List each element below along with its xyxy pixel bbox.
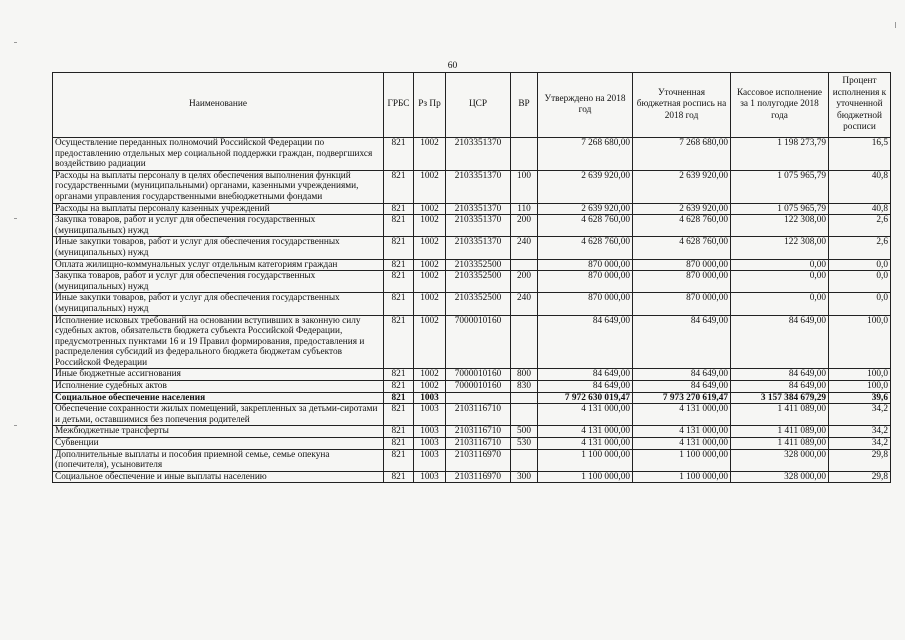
header-rzpr: Рз Пр (414, 73, 446, 138)
header-refined: Уточненная бюджетная роспись на 2018 год (633, 73, 731, 138)
cell-rzpr: 1002 (414, 259, 446, 271)
cell-cash: 84 649,00 (731, 315, 829, 369)
cell-vr: 300 (511, 471, 538, 483)
cell-approved: 870 000,00 (538, 271, 633, 293)
cell-rzpr: 1002 (414, 381, 446, 393)
cell-csr: 2103351370 (446, 203, 511, 215)
cell-name: Расходы на выплаты персоналу казенных учреждений (53, 203, 384, 215)
cell-vr: 200 (511, 215, 538, 237)
cell-grbs: 821 (384, 203, 414, 215)
scan-speck (14, 218, 17, 219)
cell-cash: 122 308,00 (731, 237, 829, 259)
cell-vr: 110 (511, 203, 538, 215)
page-number: 60 (447, 61, 458, 71)
cell-name: Осуществление переданных полномочий Российской Федерации по предоставлению отдельных мер социальной поддержки граждан, подвергшихся воздействию радиации (53, 138, 384, 171)
cell-grbs: 821 (384, 404, 414, 426)
cell-rzpr: 1003 (414, 404, 446, 426)
header-approved: Утверждено на 2018 год (538, 73, 633, 138)
budget-execution-table (52, 72, 891, 483)
table-body (53, 138, 891, 483)
cell-cash: 0,00 (731, 271, 829, 293)
cell-approved: 7 972 630 019,47 (538, 392, 633, 404)
cell-grbs: 821 (384, 271, 414, 293)
cell-vr: 100 (511, 170, 538, 203)
cell-rzpr: 1002 (414, 203, 446, 215)
cell-refined: 84 649,00 (633, 315, 731, 369)
cell-grbs: 821 (384, 315, 414, 369)
cell-cash: 1 411 089,00 (731, 426, 829, 438)
cell-csr: 2103116710 (446, 438, 511, 450)
cell-grbs: 821 (384, 392, 414, 404)
cell-rzpr: 1002 (414, 271, 446, 293)
cell-csr: 2103116970 (446, 449, 511, 471)
cell-approved: 84 649,00 (538, 369, 633, 381)
cell-percent: 40,8 (829, 170, 891, 203)
cell-percent: 0,0 (829, 259, 891, 271)
cell-name: Закупка товаров, работ и услуг для обеспечения государственных (муниципальных) нужд (53, 271, 384, 293)
cell-approved: 4 628 760,00 (538, 237, 633, 259)
cell-vr: 530 (511, 438, 538, 450)
table-header-row (53, 73, 891, 138)
table-row (53, 381, 891, 393)
cell-name: Исполнение судебных актов (53, 381, 384, 393)
cell-grbs: 821 (384, 138, 414, 171)
cell-vr (511, 138, 538, 171)
cell-percent: 100,0 (829, 369, 891, 381)
scan-speck (14, 42, 17, 43)
cell-vr: 830 (511, 381, 538, 393)
cell-grbs: 821 (384, 426, 414, 438)
table-row (53, 369, 891, 381)
cell-percent: 2,6 (829, 237, 891, 259)
cell-percent: 100,0 (829, 381, 891, 393)
cell-csr: 2103116970 (446, 471, 511, 483)
cell-cash: 1 411 089,00 (731, 404, 829, 426)
cell-grbs: 821 (384, 438, 414, 450)
cell-percent: 16,5 (829, 138, 891, 171)
header-cash: Кассовое исполнение за 1 полугодие 2018 года (731, 73, 829, 138)
header-name: Наименование (53, 73, 384, 138)
cell-approved: 4 628 760,00 (538, 215, 633, 237)
cell-approved: 84 649,00 (538, 381, 633, 393)
cell-approved: 4 131 000,00 (538, 426, 633, 438)
cell-csr: 2103352500 (446, 293, 511, 315)
cell-csr: 2103351370 (446, 170, 511, 203)
cell-name: Оплата жилищно-коммунальных услуг отдельным категориям граждан (53, 259, 384, 271)
cell-refined: 2 639 920,00 (633, 170, 731, 203)
table-row (53, 404, 891, 426)
cell-approved: 2 639 920,00 (538, 203, 633, 215)
cell-refined: 4 131 000,00 (633, 438, 731, 450)
cell-name: Социальное обеспечение и иные выплаты населению (53, 471, 384, 483)
cell-name: Исполнение исковых требований на основании вступивших в законную силу судебных актов, обязательств бюджета субъекта Российской Федерации, предусмотренных пунктами 16 и 19 Правил формирования, предоставления и распределения субсидий из федерального бюджета бюджетам субъектов Российской Федерации (53, 315, 384, 369)
cell-vr: 200 (511, 271, 538, 293)
cell-rzpr: 1003 (414, 392, 446, 404)
cell-grbs: 821 (384, 237, 414, 259)
cell-rzpr: 1002 (414, 237, 446, 259)
table-row (53, 315, 891, 369)
table-row (53, 271, 891, 293)
cell-approved: 870 000,00 (538, 293, 633, 315)
cell-name: Дополнительные выплаты и пособия приемной семье, семье опекуна (попечителя), усыновителя (53, 449, 384, 471)
cell-rzpr: 1002 (414, 293, 446, 315)
cell-cash: 0,00 (731, 259, 829, 271)
cell-vr: 500 (511, 426, 538, 438)
cell-cash: 1 075 965,79 (731, 203, 829, 215)
table-row (53, 203, 891, 215)
cell-approved: 1 100 000,00 (538, 471, 633, 483)
cell-name: Межбюджетные трансферты (53, 426, 384, 438)
cell-name: Субвенции (53, 438, 384, 450)
cell-grbs: 821 (384, 369, 414, 381)
cell-vr: 240 (511, 293, 538, 315)
cell-vr: 240 (511, 237, 538, 259)
cell-csr: 2103352500 (446, 271, 511, 293)
cell-refined: 1 100 000,00 (633, 449, 731, 471)
cell-cash: 122 308,00 (731, 215, 829, 237)
cell-percent: 34,2 (829, 404, 891, 426)
cell-refined: 84 649,00 (633, 369, 731, 381)
cell-grbs: 821 (384, 449, 414, 471)
header-vr: ВР (511, 73, 538, 138)
cell-percent: 29,8 (829, 449, 891, 471)
cell-rzpr: 1002 (414, 215, 446, 237)
cell-name: Иные закупки товаров, работ и услуг для обеспечения государственных (муниципальных) нужд (53, 293, 384, 315)
cell-csr (446, 392, 511, 404)
cell-vr: 800 (511, 369, 538, 381)
cell-rzpr: 1003 (414, 426, 446, 438)
cell-grbs: 821 (384, 471, 414, 483)
cell-cash: 1 198 273,79 (731, 138, 829, 171)
cell-percent: 34,2 (829, 426, 891, 438)
cell-grbs: 821 (384, 293, 414, 315)
cell-name: Закупка товаров, работ и услуг для обеспечения государственных (муниципальных) нужд (53, 215, 384, 237)
table-row (53, 392, 891, 404)
cell-cash: 1 075 965,79 (731, 170, 829, 203)
cell-cash: 0,00 (731, 293, 829, 315)
table-row (53, 138, 891, 171)
cell-refined: 84 649,00 (633, 381, 731, 393)
table-row (53, 449, 891, 471)
cell-approved: 4 131 000,00 (538, 404, 633, 426)
cell-cash: 3 157 384 679,29 (731, 392, 829, 404)
cell-vr (511, 259, 538, 271)
scan-speck (895, 22, 896, 28)
cell-refined: 870 000,00 (633, 293, 731, 315)
scan-speck (14, 425, 17, 426)
header-csr: ЦСР (446, 73, 511, 138)
table-row (53, 215, 891, 237)
cell-grbs: 821 (384, 215, 414, 237)
cell-grbs: 821 (384, 381, 414, 393)
cell-refined: 4 131 000,00 (633, 426, 731, 438)
cell-refined: 1 100 000,00 (633, 471, 731, 483)
cell-cash: 1 411 089,00 (731, 438, 829, 450)
cell-csr: 7000010160 (446, 381, 511, 393)
cell-rzpr: 1002 (414, 138, 446, 171)
cell-percent: 39,6 (829, 392, 891, 404)
cell-vr (511, 404, 538, 426)
cell-cash: 84 649,00 (731, 381, 829, 393)
cell-percent: 0,0 (829, 293, 891, 315)
cell-csr: 2103351370 (446, 215, 511, 237)
cell-csr: 2103116710 (446, 404, 511, 426)
table-row (53, 471, 891, 483)
cell-approved: 1 100 000,00 (538, 449, 633, 471)
cell-refined: 2 639 920,00 (633, 203, 731, 215)
cell-refined: 7 973 270 619,47 (633, 392, 731, 404)
cell-csr: 7000010160 (446, 315, 511, 369)
table-row (53, 170, 891, 203)
cell-refined: 870 000,00 (633, 271, 731, 293)
cell-vr (511, 315, 538, 369)
cell-cash: 84 649,00 (731, 369, 829, 381)
table-row (53, 438, 891, 450)
cell-name: Иные закупки товаров, работ и услуг для обеспечения государственных (муниципальных) нужд (53, 237, 384, 259)
cell-csr: 2103351370 (446, 138, 511, 171)
cell-rzpr: 1002 (414, 315, 446, 369)
cell-percent: 40,8 (829, 203, 891, 215)
cell-approved: 870 000,00 (538, 259, 633, 271)
cell-vr (511, 392, 538, 404)
cell-rzpr: 1003 (414, 438, 446, 450)
cell-refined: 4 628 760,00 (633, 237, 731, 259)
cell-csr: 2103116710 (446, 426, 511, 438)
cell-refined: 870 000,00 (633, 259, 731, 271)
cell-name: Обеспечение сохранности жилых помещений, закрепленных за детьми-сиротами и детьми, оставшимися без попечения родителей (53, 404, 384, 426)
cell-cash: 328 000,00 (731, 471, 829, 483)
cell-percent: 29,8 (829, 471, 891, 483)
cell-csr: 2103352500 (446, 259, 511, 271)
header-percent: Процент исполнения к уточненной бюджетной росписи (829, 73, 891, 138)
cell-grbs: 821 (384, 170, 414, 203)
cell-name: Социальное обеспечение населения (53, 392, 384, 404)
cell-percent: 0,0 (829, 271, 891, 293)
header-grbs: ГРБС (384, 73, 414, 138)
cell-approved: 84 649,00 (538, 315, 633, 369)
cell-refined: 7 268 680,00 (633, 138, 731, 171)
cell-approved: 4 131 000,00 (538, 438, 633, 450)
table-row (53, 426, 891, 438)
cell-approved: 2 639 920,00 (538, 170, 633, 203)
cell-refined: 4 131 000,00 (633, 404, 731, 426)
cell-name: Расходы на выплаты персоналу в целях обеспечения выполнения функций государственными (муниципальными) органами, казенными учреждениями, органами управления государственными внебюджетными фондами (53, 170, 384, 203)
cell-percent: 34,2 (829, 438, 891, 450)
cell-rzpr: 1003 (414, 449, 446, 471)
table-row (53, 259, 891, 271)
cell-csr: 7000010160 (446, 369, 511, 381)
cell-vr (511, 449, 538, 471)
cell-rzpr: 1002 (414, 369, 446, 381)
cell-grbs: 821 (384, 259, 414, 271)
cell-rzpr: 1002 (414, 170, 446, 203)
cell-approved: 7 268 680,00 (538, 138, 633, 171)
cell-name: Иные бюджетные ассигнования (53, 369, 384, 381)
cell-refined: 4 628 760,00 (633, 215, 731, 237)
cell-percent: 100,0 (829, 315, 891, 369)
table-row (53, 293, 891, 315)
cell-percent: 2,6 (829, 215, 891, 237)
cell-cash: 328 000,00 (731, 449, 829, 471)
cell-csr: 2103351370 (446, 237, 511, 259)
table-row (53, 237, 891, 259)
cell-rzpr: 1003 (414, 471, 446, 483)
